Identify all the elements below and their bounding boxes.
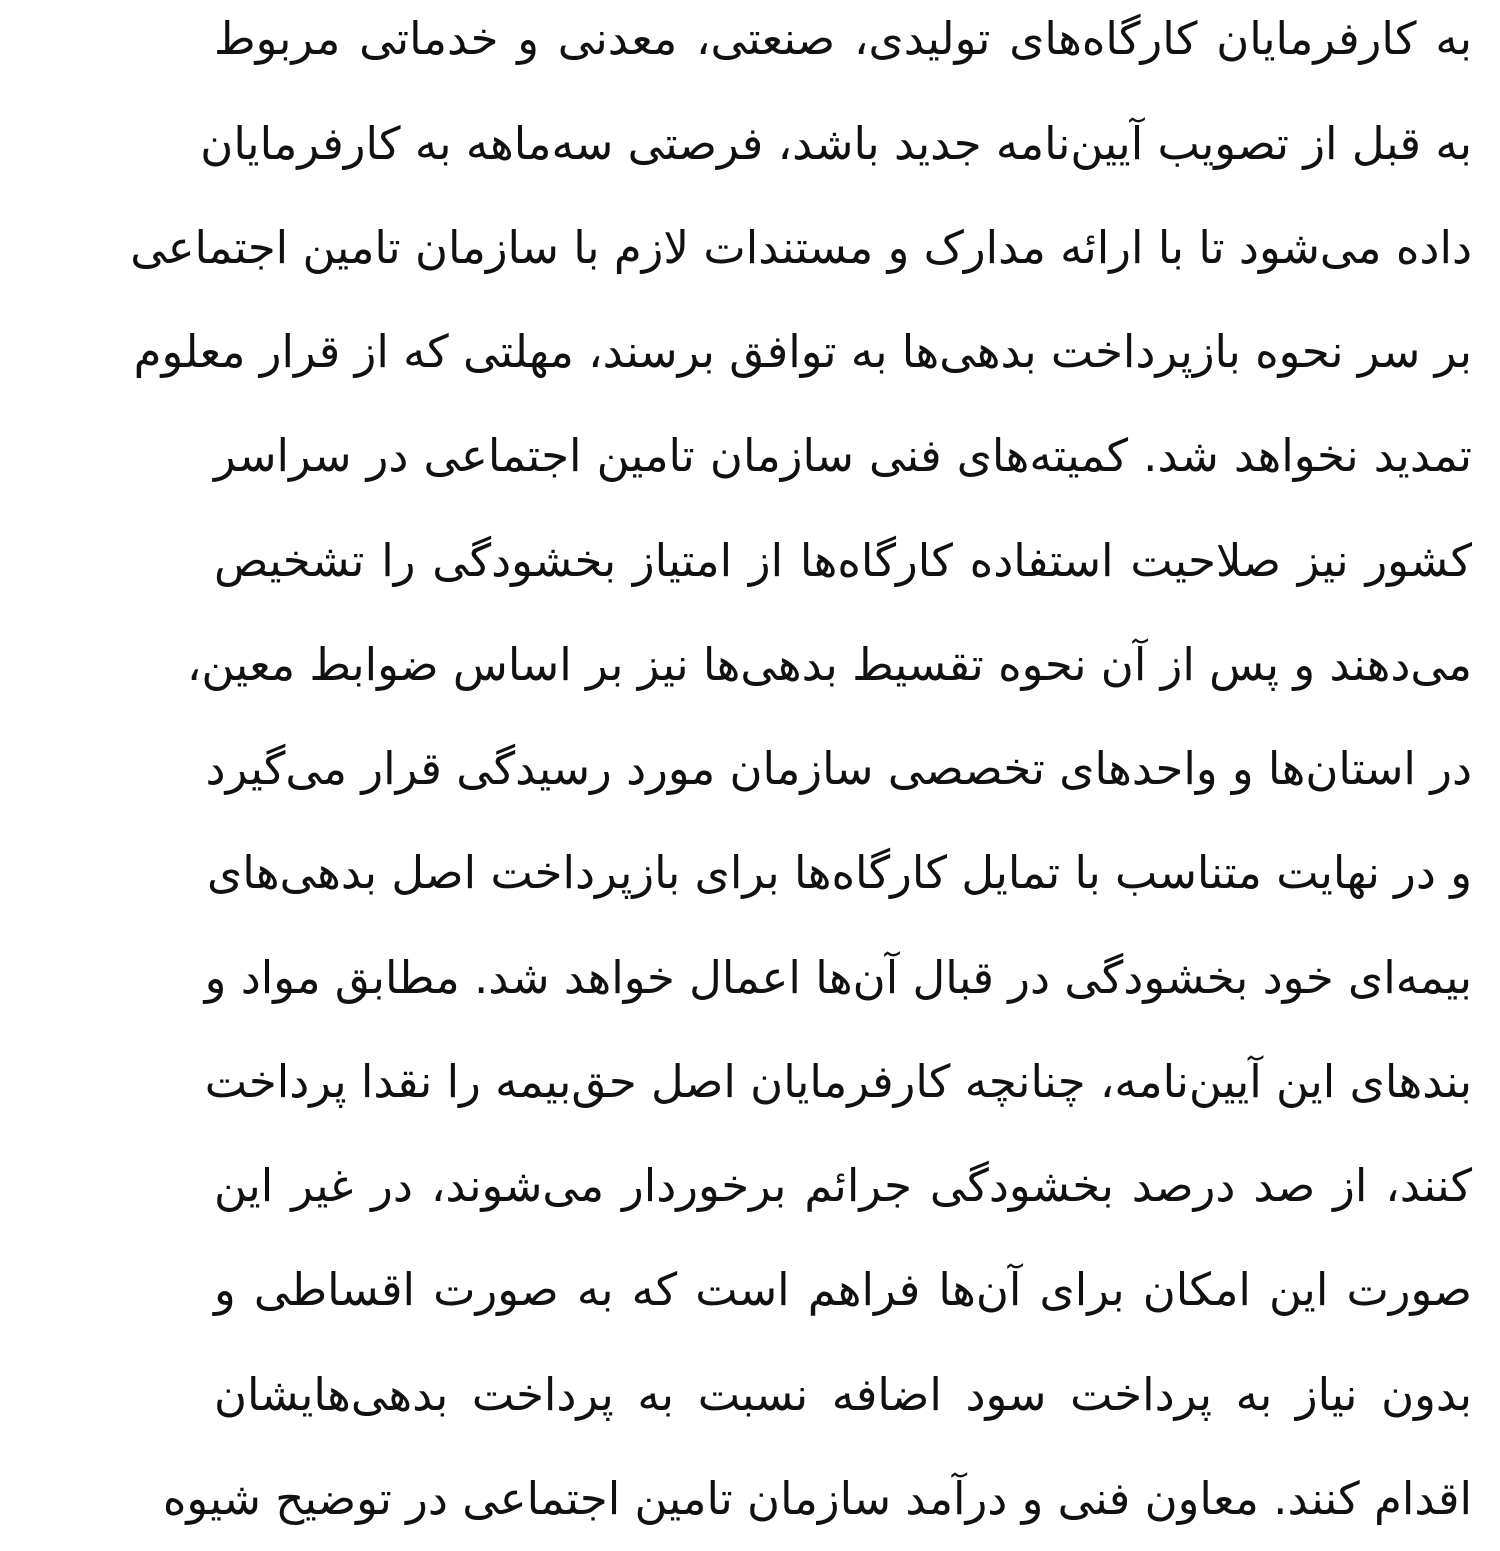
article-line: می‌دهند و پس از آن نحوه تقسیط بدهی‌ها نیز بر اساس ضوابط معین،	[186, 638, 1472, 691]
article-line: صورت این امکان برای آن‌ها فراهم است که به صورت اقساطی و	[214, 1263, 1472, 1316]
article-line: به قبل از تصویب آیین‌نامه جدید باشد، فرصتی سه‌ماهه به کارفرمایان	[200, 117, 1472, 170]
article-line: کشور نیز صلاحیت استفاده کارگاه‌ها از امتیاز بخشودگی را تشخیص	[214, 534, 1472, 587]
article-line: بیمه‌ای خود بخشودگی در قبال آن‌ها اعمال خواهد شد. مطابق مواد و	[204, 951, 1472, 1004]
article-line: به کارفرمایان کارگاه‌های تولیدی، صنعتی، معدنی و خدماتی مربوط	[214, 12, 1472, 65]
article-line: بندهای این آیین‌نامه، چنانچه کارفرمایان اصل حق‌بیمه را نقدا پرداخت	[204, 1055, 1472, 1108]
article-line: بر سر نحوه بازپرداخت بدهی‌ها به توافق برسند، مهلتی که از قرار معلوم	[133, 325, 1472, 378]
article-line: تمدید نخواهد شد. کمیته‌های فنی سازمان تامین اجتماعی در سراسر	[214, 429, 1472, 482]
article-line: کنند، از صد درصد بخشودگی جرائم برخوردار می‌شوند، در غیر این	[214, 1159, 1472, 1212]
article-line: داده می‌شود تا با ارائه مدارک و مستندات لازم با سازمان تامین اجتماعی	[130, 221, 1472, 274]
article-line: و در نهایت متناسب با تمایل کارگاه‌ها برای بازپرداخت اصل بدهی‌های	[207, 846, 1472, 899]
article-text-column	[130, 0, 1472, 1525]
article-line: بدون نیاز به پرداخت سود اضافه نسبت به پرداخت بدهی‌هایشان	[214, 1368, 1472, 1421]
article-line: اقدام کنند. معاون فنی و درآمد سازمان تامین اجتماعی در توضیح شیوه	[162, 1472, 1472, 1525]
article-line: در استان‌ها و واحدهای تخصصی سازمان مورد رسیدگی قرار می‌گیرد	[205, 742, 1472, 795]
